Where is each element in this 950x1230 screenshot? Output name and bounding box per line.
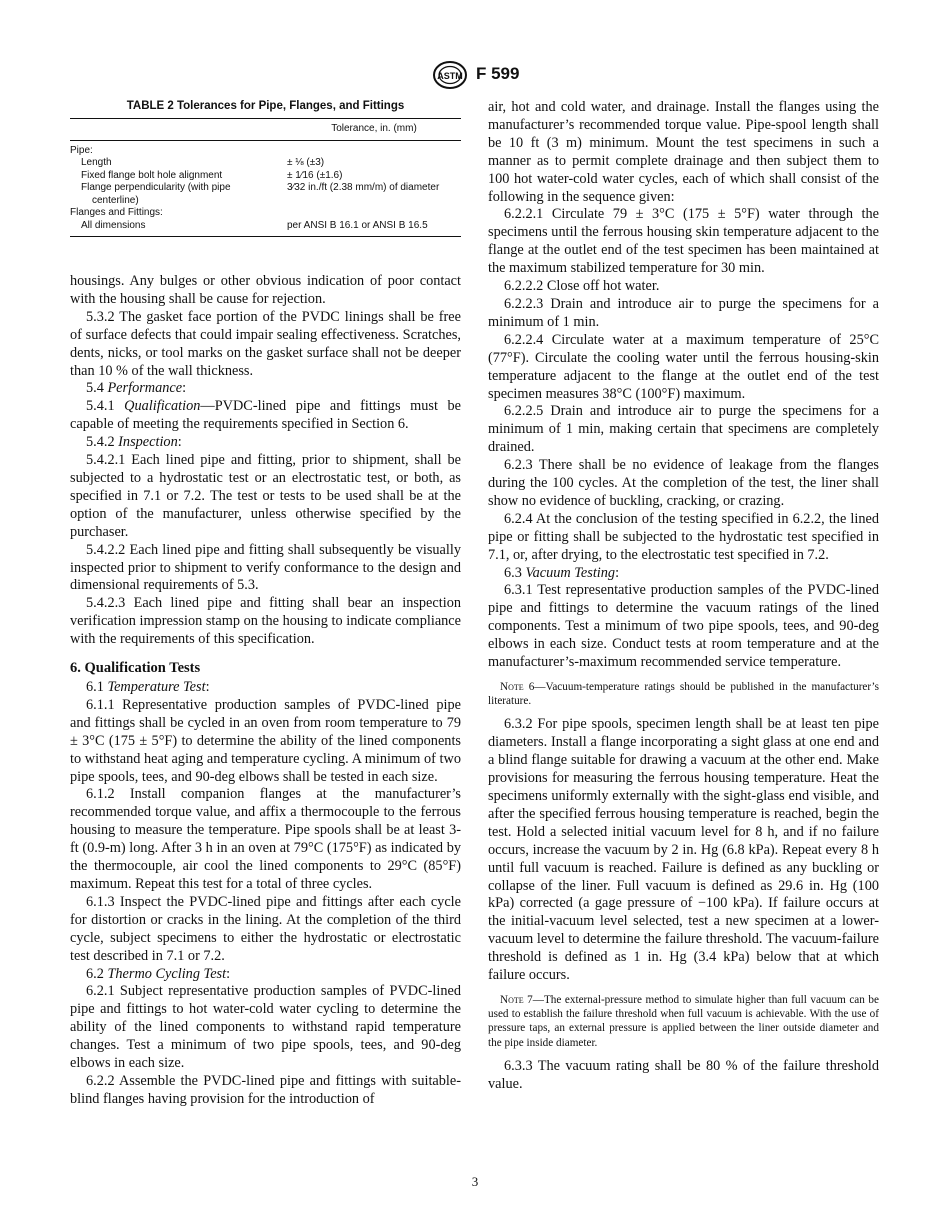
table-row: [70, 140, 461, 157]
paragraph-5-4-2: 5.4.2 Inspection:: [86, 434, 182, 451]
table-header-empty: [70, 119, 287, 141]
note-label: Note 6: [500, 681, 535, 693]
table-cell: 3⁄32 in./ft (2.38 mm/m) of diameter: [287, 182, 440, 193]
paragraph-6-3: 6.3 Vacuum Testing:: [504, 564, 620, 581]
section-number: 5.4: [86, 380, 108, 397]
table-caption: TABLE 2 Tolerances for Pipe, Flanges, and Fittings: [126, 100, 405, 112]
table-row: [70, 195, 461, 208]
section-title: Qualification: [124, 398, 201, 415]
paragraph-6-2-2-2: 6.2.2.2 Close off hot water.: [504, 278, 660, 295]
table-row: [70, 170, 461, 183]
paragraph-5-4-2-3: 5.4.2.3 Each lined pipe and fitting shall bear an inspection verification impression stamp on the housing to indicate compliance with the requirements of this specification.: [70, 595, 461, 648]
table-header-row: [70, 119, 461, 141]
paragraph-5-4-1: [70, 398, 461, 434]
paragraph-6-1-1: 6.1.1 Representative production samples of PVDC-lined pipe and fittings shall be cycled in an oven from room temperature to 79 ± 3°C (175 ± 5°F) to determine the ability of the lined components to withstand heat aging and temperature cycling. A minimum of two pipe spools, tees, and 90-deg elbows shall be tested in each size.: [70, 696, 461, 785]
paragraph-6-2-2: 6.2.2 Assemble the PVDC-lined pipe and fittings with suitable-blind flanges having provision for the introduction of: [70, 1072, 461, 1107]
section-title: Performance: [107, 380, 183, 397]
table-cell: [287, 140, 461, 157]
paragraph-6-1: 6.1 Temperature Test:: [86, 679, 210, 696]
note-text: —The external-pressure method to simulate higher than full vacuum can be used to establish the failure threshold when full vacuum is achievable. With the use of pressure taps, an external pressure is applied between the liner outside diameter and the pipe inside diameter.: [488, 994, 879, 1049]
page-number: 3: [471, 1174, 479, 1189]
paragraph-6-2: 6.2 Thermo Cycling Test:: [86, 965, 231, 982]
table-cell: centerline): [92, 194, 139, 206]
table-cell: ± ⅛ (±3): [287, 157, 325, 168]
section-title: Thermo Cycling Test: [107, 965, 227, 982]
section-number: 6.3: [504, 564, 526, 581]
note-text: —Vacuum-temperature ratings should be published in the manufacturer’s literature.: [488, 681, 879, 708]
table-cell: Length: [81, 157, 112, 168]
section-title: Temperature Test: [107, 679, 206, 696]
note-label: Note 7: [500, 994, 533, 1006]
section-number: 5.4.2: [86, 434, 119, 451]
table-cell: Flanges and Fittings:: [70, 207, 163, 218]
table-cell: Fixed flange bolt hole alignment: [81, 169, 223, 181]
page-header: [0, 60, 950, 92]
logo-text: ASTM: [437, 71, 463, 81]
table-cell: per ANSI B 16.1 or ANSI B 16.5: [287, 220, 461, 237]
paragraph-5-3-2: 5.3.2 The gasket face portion of the PVDC linings shall be free of surface defects that could impair sealing effectiveness. Scratches, dents, nicks, or tool marks on the gasket surface shall not be deeper than 10 % of the wall thickness.: [70, 308, 461, 379]
paragraph-6-3-1: 6.3.1 Test representative production samples of the PVDC-lined pipe and fittings to determine the vacuum ratings of the lined components. Test a minimum of two pipe spools, tees, and 90-deg elbows in each size. Conduct tests at room temperature and at the manufacturer’s-maximum recommended service temperature.: [488, 582, 879, 671]
paragraph-housings: housings. Any bulges or other obvious indication of poor contact with the housing shall be cause for rejection.: [70, 273, 461, 307]
section-heading-6: 6. Qualification Tests: [70, 660, 201, 677]
paragraph-5-4: 5.4 Performance:: [86, 380, 187, 397]
paragraph-6-2-3: 6.2.3 There shall be no evidence of leakage from the flanges during the 100 cycles. At the completion of the test, the liner shall show no evidence of buckling, cracking, or crazing.: [488, 457, 879, 509]
right-column: [488, 99, 879, 1094]
paragraph-6-2-2-4: 6.2.2.4 Circulate water at a maximum temperature of 25°C (77°F). Circulate the cooling water until the ferrous housing-skin temperature adjacent to the flange at the outlet end of the test specimen measures 38°C (100°F) maximum.: [488, 331, 879, 402]
section-number: 6.1: [86, 679, 108, 696]
paragraph-5-4-2-1: 5.4.2.1 Each lined pipe and fitting, prior to shipment, shall be subjected to a hydrostatic test or an electrostatic test, or both, as specified in 7.1 or 7.2. The test or tests to be used shall be at the option of the manufacturer, unless otherwise specified by the purchaser.: [70, 452, 461, 540]
paragraph-6-3-2: 6.3.2 For pipe spools, specimen length shall be at least ten pipe diameters. Install a flange incorporating a sight glass at one end and a blind flange suitable for drawing a vacuum at the other end. Make provisions for measuring the ferrous housing temperature. Heat the specimens uniformly externally with the sight-glass end visible, and after the specified ferrous housing temperature is reached, begin the test. Hold a selected initial vacuum level for 8 h, and if no failure occurs, increase the vacuum by 2 in. Hg (6.8 kPa). Repeat every 8 h until full vacuum is reached. Failure is defined as any buckling or collapse of the liner. Full vacuum is defined as 29.6 in. Hg (100 kPa) corrected (a gage pressure of −100 kPa). If failure occurs at the initial-vacuum level selected, test a new specimen at a lower-vacuum level to determine the failure threshold. The vacuum-failure threshold is defined as 1 in. Hg (3.4 kPa) below that at which failure occurs.: [488, 716, 879, 984]
document-number: F 599: [476, 64, 520, 83]
table-row: [70, 182, 461, 195]
paragraph-6-2-4: 6.2.4 At the conclusion of the testing specified in 6.2.2, the lined pipe or fitting shall be subjected to the hydrostatic test specified in 7.1, or, after drying, to the electrostatic test specified in 7.2.: [488, 510, 879, 563]
table-row: [70, 207, 461, 220]
note-6: [488, 680, 879, 708]
paragraph-6-3-3: 6.3.3 The vacuum rating shall be 80 % of the failure threshold value.: [488, 1057, 879, 1092]
paragraph-6-1-3: 6.1.3 Inspect the PVDC-lined pipe and fittings after each cycle for distortion or cracks in the lining. At the completion of the third cycle, subject specimens to either the hydrostatic or electrostatic test described in 7.1 or 7.2.: [70, 893, 461, 964]
table-cell: Flange perpendicularity (with pipe: [81, 182, 231, 193]
left-column: [70, 98, 461, 1109]
paragraph-6-2-2-5: 6.2.2.5 Drain and introduce air to purge the specimens for a minimum of 1 min, making certain that specimens are completely drained.: [488, 403, 879, 456]
table-header-tolerance: Tolerance, in. (mm): [287, 119, 461, 141]
section-number: 5.4.1: [86, 398, 125, 415]
table-row: [70, 220, 461, 237]
paragraph-continued: air, hot and cold water, and drainage. Install the flanges using the manufacturer’s recommended torque value. Pipe-spool length shall be 10 ft (3 m) minimum. Mount the test specimens in such a manner as to permit complete drainage and then subject them to 100 hot water-cold water cycles, each of which shall consist of the following in the sequence given:: [488, 99, 879, 205]
paragraph-6-2-1: 6.2.1 Subject representative production samples of PVDC-lined pipe and fittings to hot water-cold water cycling to determine the ability of the lined components to withstand rapid temperature changes. Test a minimum of two pipe spools, tees, and 90-deg elbows in each size.: [70, 983, 461, 1072]
paragraph-text: —PVDC-lined pipe and fittings must be capable of meeting the requirements specified in Section 6.: [70, 398, 462, 433]
table-row: [70, 157, 461, 170]
paragraph-6-2-2-1: 6.2.2.1 Circulate 79 ± 3°C (175 ± 5°F) water through the specimens until the ferrous housing skin temperature adjacent to the flange at the outlet end of the test specimen has been maintained at the maximum stabilized temperature for 30 min.: [488, 206, 879, 277]
tolerance-table: [70, 118, 461, 237]
paragraph-6-2-2-3: 6.2.2.3 Drain and introduce air to purge the specimens for a minimum of 1 min.: [488, 295, 879, 330]
paragraph-6-1-2: 6.1.2 Install companion flanges at the manufacturer’s recommended torque value, and affix a thermocouple to the ferrous housing to measure the temperature. Pipe spools shall be at least 3-ft (0.9-m) long. After 3 h in an oven at 79°C (175°F) as indicated by the thermocouple, air cool the lined components to 29°C (85°F) maximum. Repeat this test for a total of three cycles.: [70, 786, 461, 892]
table-cell: All dimensions: [70, 220, 287, 237]
table-cell: [287, 207, 461, 220]
table-cell: [287, 195, 461, 208]
section-title: Vacuum Testing: [525, 564, 616, 581]
section-number: 6.2: [86, 965, 108, 982]
section-title: Inspection: [118, 434, 178, 451]
note-7: [488, 993, 879, 1050]
astm-logo-icon: [432, 60, 468, 90]
table-cell: ± 1⁄16 (±1.6): [287, 169, 343, 181]
paragraph-5-4-2-2: 5.4.2.2 Each lined pipe and fitting shall subsequently be visually inspected prior to shipment to verify conformance to the design and dimensional requirements of 5.3.: [70, 541, 461, 594]
table-cell: Pipe:: [70, 144, 93, 156]
